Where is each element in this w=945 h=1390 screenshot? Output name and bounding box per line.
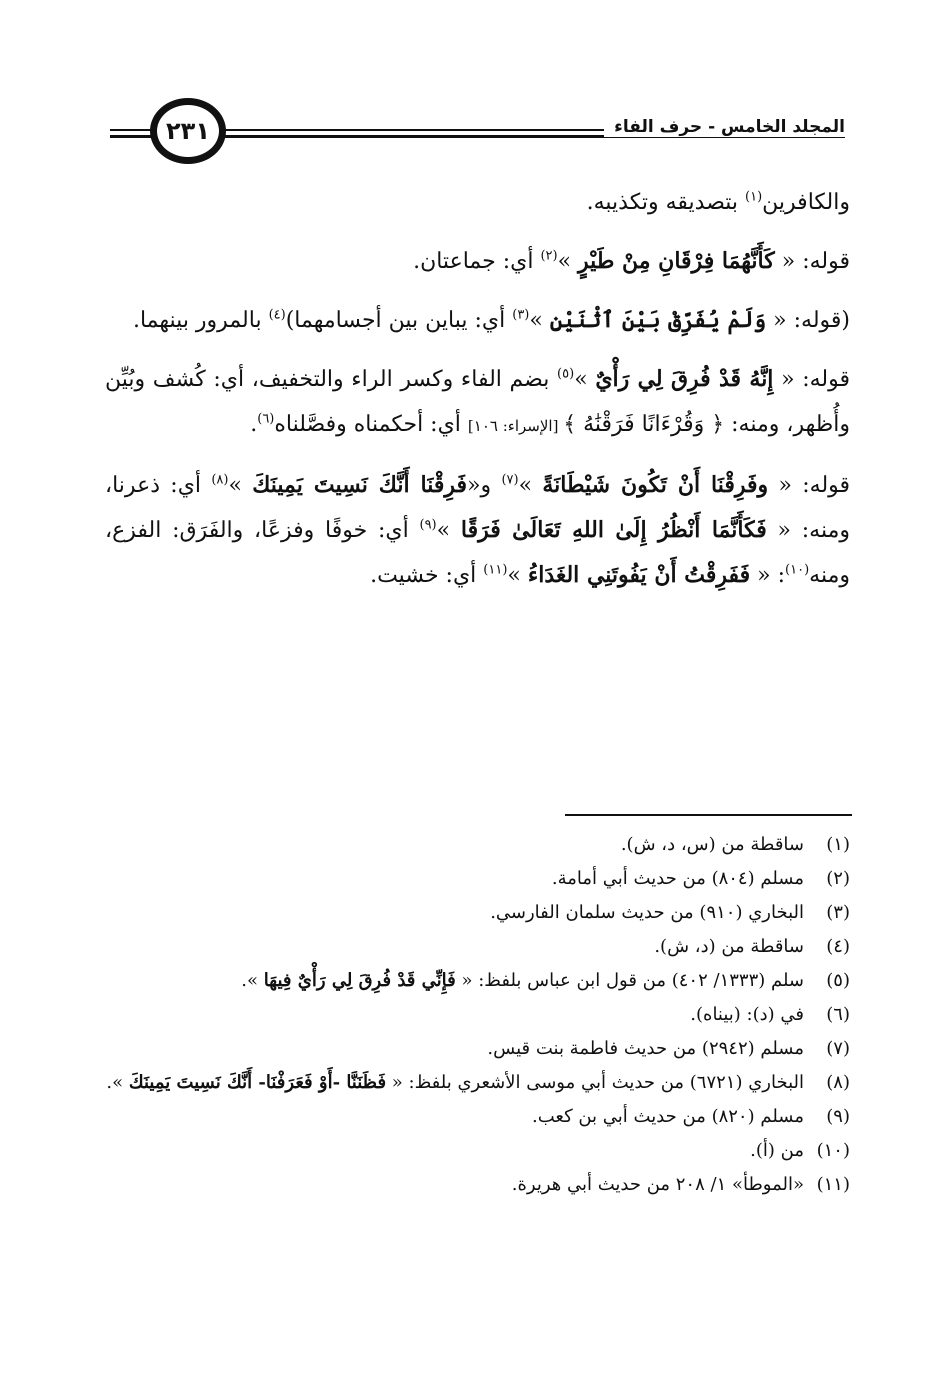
footnote-ref: (٨) — [211, 472, 229, 488]
text: أي: خوفًا وفزعًا، والفَرَق: الفزع، ومنه — [105, 518, 850, 588]
text: من (أ). — [750, 1140, 804, 1161]
text: » — [557, 249, 579, 274]
text: بالمرور بينهما. — [132, 308, 269, 333]
text: ». — [106, 1072, 129, 1093]
footnote-ref: (٧) — [501, 472, 519, 488]
footnotes — [105, 828, 850, 1202]
quotation: فَظَنَنَّا -أَوْ فَعَرَفْنَا- أَنَّكَ نَسِيتَ يَمِينَكَ — [128, 1072, 387, 1093]
quotation: كَأَنَّهُمَا فِرْقَانِ مِنْ طَيْرٍ — [578, 248, 775, 274]
footnote — [105, 1066, 850, 1100]
paragraph-1 — [105, 180, 850, 225]
text: قوله: « — [773, 367, 851, 392]
running-title: المجلد الخامس - حرف الفاء — [604, 117, 845, 137]
verse-reference: [الإسراء: ١٠٦] — [467, 417, 564, 435]
text: مسلم (٨٢٠) من حديث أبي بن كعب. — [531, 1106, 804, 1127]
footnote-text — [105, 930, 804, 964]
footnote-text — [105, 828, 804, 862]
text: أي: أحكمناه وفصَّلناه — [274, 412, 468, 437]
quran-verse: ﴿ وَقُرْءَانًا فَرَقْنَٰهُ ﴾ — [563, 412, 725, 437]
text: قوله: « — [768, 473, 851, 498]
text: مسلم (٨٠٤) من حديث أبي أمامة. — [551, 868, 804, 889]
text: (قوله: « — [766, 308, 850, 333]
text: أي: جماعتان. — [413, 249, 541, 274]
text: » — [529, 308, 550, 333]
paragraph-4 — [105, 357, 850, 449]
footnote-divider — [565, 814, 852, 816]
quotation: فَفَرِقْتُ أَنْ يَفُوتَنِي الغَدَاءُ — [527, 562, 751, 588]
text: ». — [241, 970, 264, 991]
text: » — [228, 473, 253, 498]
paragraph-3 — [105, 298, 850, 343]
quotation: وفَرِقْنَا أَنْ تَكُونَ شَيْطَانَةً — [542, 472, 769, 498]
footnote-number: (٦) — [826, 1004, 850, 1025]
footnote-number: (٥) — [826, 970, 850, 991]
text: : « — [750, 563, 786, 588]
footnote-number: (٩) — [826, 1106, 850, 1127]
text: » — [507, 563, 528, 588]
quotation: إِنَّهُ قَدْ فُرِقَ لِي رَأْيٌ — [595, 366, 774, 392]
text: البخاري (٦٧٢١) من حديث أبي موسى الأشعري بلفظ: « — [386, 1072, 804, 1093]
footnote-number: (١١) — [816, 1174, 850, 1195]
text: والكافرين — [762, 190, 850, 215]
text: . — [250, 412, 258, 437]
footnote — [105, 828, 850, 862]
text: أي: ذعرنا، ومنه: « — [105, 473, 851, 543]
footnote-ref: (٤) — [268, 307, 286, 323]
footnote-ref: (٢) — [540, 248, 558, 264]
page-header — [110, 98, 845, 168]
main-text — [105, 180, 850, 612]
text: البخاري (٩١٠) من حديث سلمان الفارسي. — [490, 902, 804, 923]
text: و« — [467, 473, 502, 498]
footnote-ref: (١) — [745, 189, 763, 205]
text: ساقطة من (س، د، ش). — [620, 834, 804, 855]
footnote-number: (١) — [826, 834, 850, 855]
footnote — [105, 964, 850, 998]
text: سلم (١٣٣٣/ ٤٠٢) من قول ابن عباس بلفظ: « — [455, 970, 804, 991]
text: ساقطة من (د، ش). — [654, 936, 804, 957]
footnote — [105, 998, 850, 1032]
footnote-number: (٨) — [826, 1072, 850, 1093]
text: في (د): (بيناه). — [690, 1004, 804, 1025]
footnote-text — [105, 1134, 804, 1168]
footnote-text — [105, 1168, 804, 1202]
footnote — [105, 1134, 850, 1168]
footnote-text — [105, 1066, 804, 1100]
footnote-ref: (٣) — [512, 307, 530, 323]
quotation: فَرِقْنَا أَنَّكَ نَسِيتَ يَمِينَكَ — [252, 472, 468, 498]
footnote — [105, 1032, 850, 1066]
quotation: فَإِنِّي قَدْ فُرِقَ لِي رَأْيٌ فِيهَا — [263, 970, 456, 991]
footnote-ref: (١١) — [483, 562, 508, 578]
text: أي: خشيت. — [370, 563, 484, 588]
paragraph-2 — [105, 239, 850, 284]
footnote-number: (٧) — [826, 1038, 850, 1059]
text: » — [436, 518, 461, 543]
footnote-text — [105, 896, 804, 930]
footnote — [105, 930, 850, 964]
quotation: وَلَمْ يُفَرِّقْ بَيْنَ ٱثْنَيْنِ — [549, 307, 767, 333]
paragraph-5 — [105, 463, 850, 598]
text: » — [574, 367, 596, 392]
footnote-ref: (٦) — [257, 411, 275, 427]
footnote — [105, 1100, 850, 1134]
footnote-number: (٣) — [826, 902, 850, 923]
footnote-text — [105, 1032, 804, 1066]
footnote-number: (٢) — [826, 868, 850, 889]
footnote-number: (١٠) — [816, 1140, 850, 1161]
footnote-text — [105, 1100, 804, 1134]
text: أي: يباين بين أجسامهما) — [285, 308, 513, 333]
footnote — [105, 896, 850, 930]
quotation: فَكَأَنَّمَا أَنْظُرُ إِلَىٰ اللهِ تَعَالَىٰ فَرَقًا — [460, 517, 767, 543]
text: بتصديقه وتكذيبه. — [586, 190, 746, 215]
text: مسلم (٢٩٤٢) من حديث فاطمة بنت قيس. — [487, 1038, 804, 1059]
footnote-ref: (١٠) — [785, 562, 810, 578]
footnote-text — [105, 862, 804, 896]
text: قوله: « — [774, 249, 850, 274]
text: بضم الفاء وكسر الراء والتخفيف، أي: كُشف وبُيِّن وأُظهر، ومنه: — [105, 367, 850, 437]
footnote-ref: (٩) — [419, 517, 437, 533]
footnote — [105, 1168, 850, 1202]
page-number: ٢٣١ — [150, 98, 226, 164]
text: » — [518, 473, 543, 498]
footnote — [105, 862, 850, 896]
footnote-text — [105, 998, 804, 1032]
footnote-ref: (٥) — [557, 366, 575, 382]
text: «الموطأ» ١/ ٢٠٨ من حديث أبي هريرة. — [511, 1174, 804, 1195]
footnote-number: (٤) — [826, 936, 850, 957]
footnote-text — [105, 964, 804, 998]
